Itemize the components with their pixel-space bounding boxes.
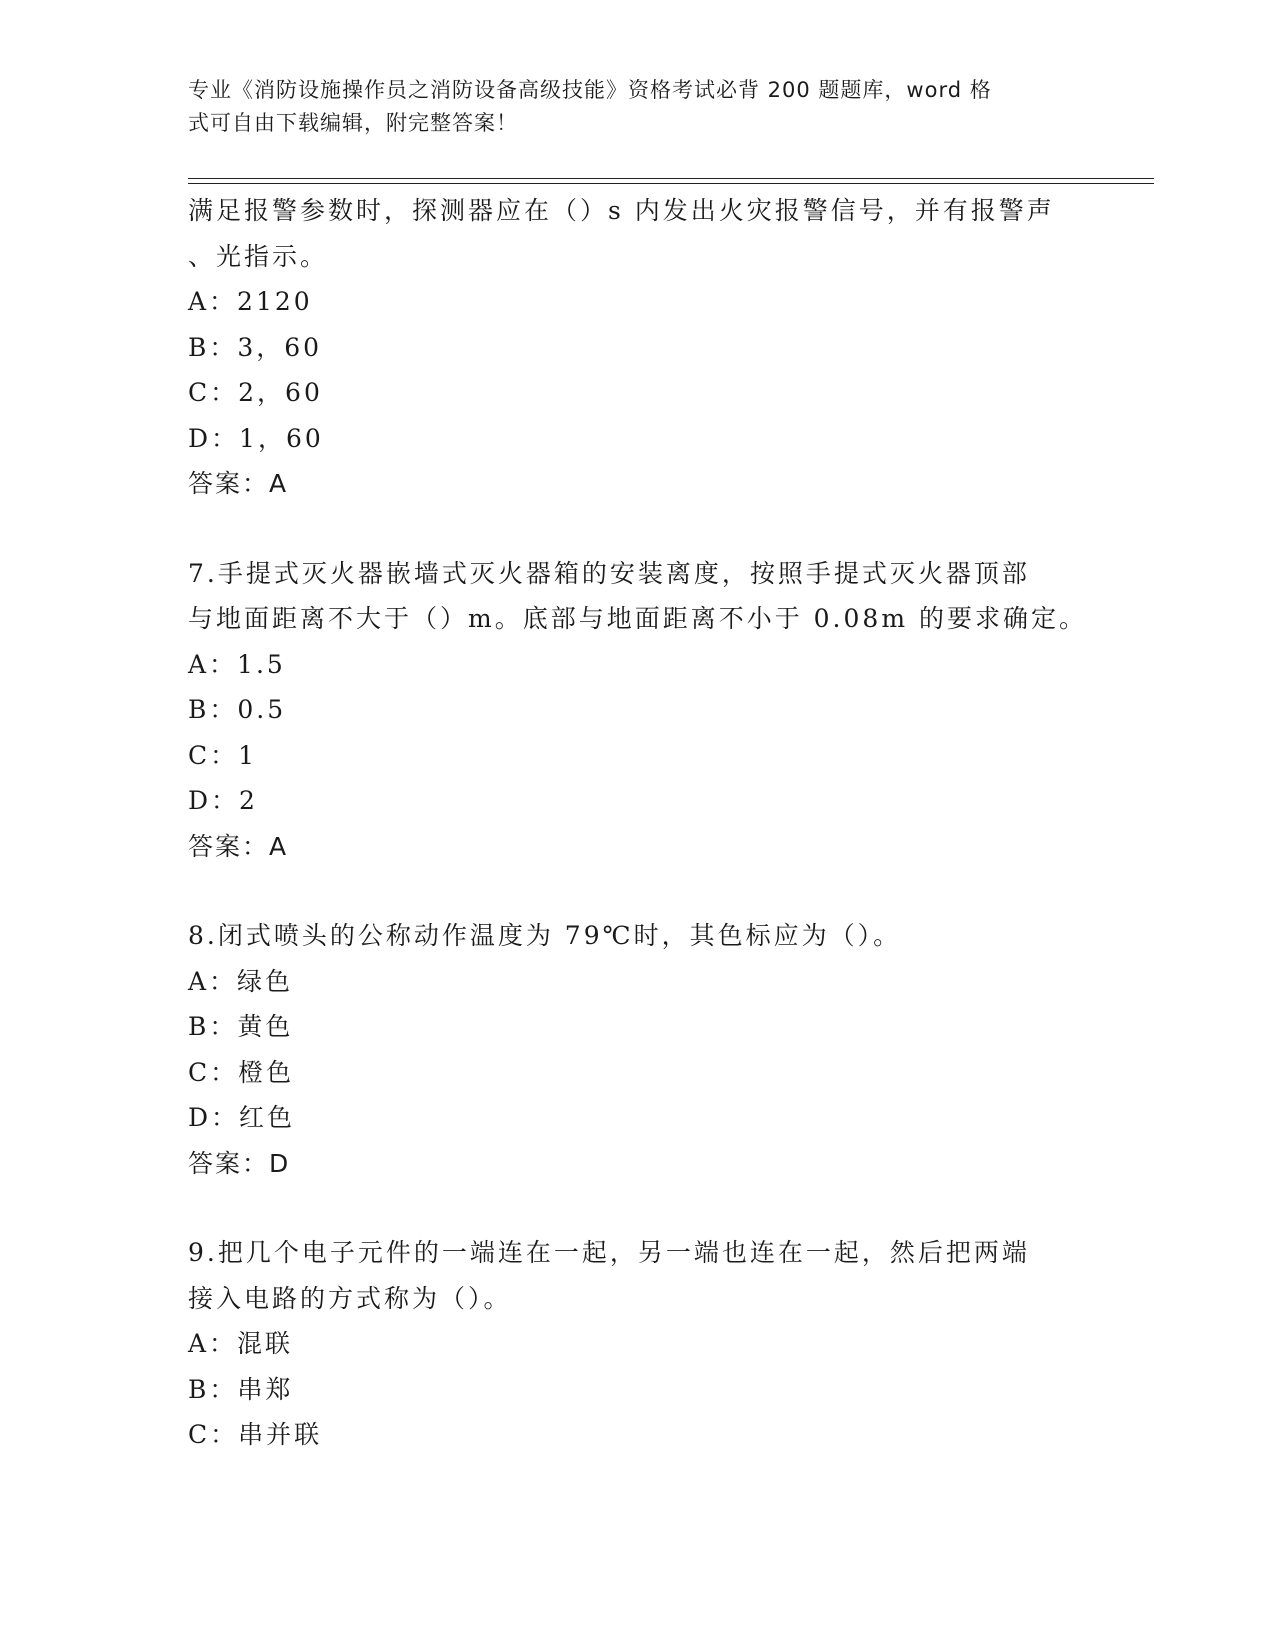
question-text-line: 9.把几个电子元件的一端连在一起，另一端也连在一起，然后把两端 [188, 1238, 1030, 1267]
option-d: D：2 [188, 786, 258, 815]
question-list [188, 188, 1088, 1458]
question-text-line: 满足报警参数时，探测器应在（）s 内发出火灾报警信号，并有报警声 [188, 196, 1055, 225]
question-text-line: 8.闭式喷头的公称动作温度为 79℃时，其色标应为（）。 [188, 921, 902, 950]
question-spacer [188, 869, 1088, 913]
option-d: D：红色 [188, 1103, 296, 1132]
question-text-line: 7.手提式灭火器嵌墙式灭火器箱的安装离度，按照手提式灭火器顶部 [188, 558, 1030, 588]
answer-line: 答案：A [188, 831, 289, 861]
question-text-line: 与地面距离不大于（）m。底部与地面距离不小于 0.08m 的要求确定。 [188, 604, 1087, 633]
answer-line: 答案：A [188, 469, 289, 498]
option-b: B：3，60 [188, 332, 323, 362]
option-b: B：串郑 [188, 1374, 294, 1404]
option-a: A：绿色 [188, 966, 294, 996]
option-c: C：橙色 [188, 1057, 295, 1087]
question-text-line: 接入电路的方式称为（）。 [188, 1283, 512, 1313]
header-line-1: 专业《消防设施操作员之消防设备高级技能》资格考试必背 200 题题库，word 格 [188, 78, 992, 102]
question-spacer [188, 507, 1088, 551]
option-c: C：1 [188, 740, 258, 770]
question-8 [188, 913, 1088, 1186]
option-d: D：1，60 [188, 423, 324, 453]
document-header [188, 74, 1068, 140]
option-a: A：混联 [188, 1329, 294, 1358]
answer-line: 答案：D [188, 1148, 291, 1178]
question-9 [188, 1230, 1088, 1458]
option-c: C：串并联 [188, 1420, 323, 1449]
question-text-line: 、光指示。 [188, 241, 329, 271]
question-spacer [188, 1186, 1088, 1230]
header-line-2: 式可自由下载编辑，附完整答案！ [188, 111, 518, 135]
option-b: B：0.5 [188, 695, 287, 724]
option-c: C：2，60 [188, 378, 323, 407]
option-a: A：2120 [188, 287, 313, 316]
option-b: B：黄色 [188, 1012, 294, 1041]
header-divider-bottom [188, 183, 1154, 184]
question-7 [188, 551, 1088, 870]
option-a: A：1.5 [188, 649, 286, 679]
header-divider-top [188, 178, 1154, 179]
question-6 [188, 188, 1088, 507]
